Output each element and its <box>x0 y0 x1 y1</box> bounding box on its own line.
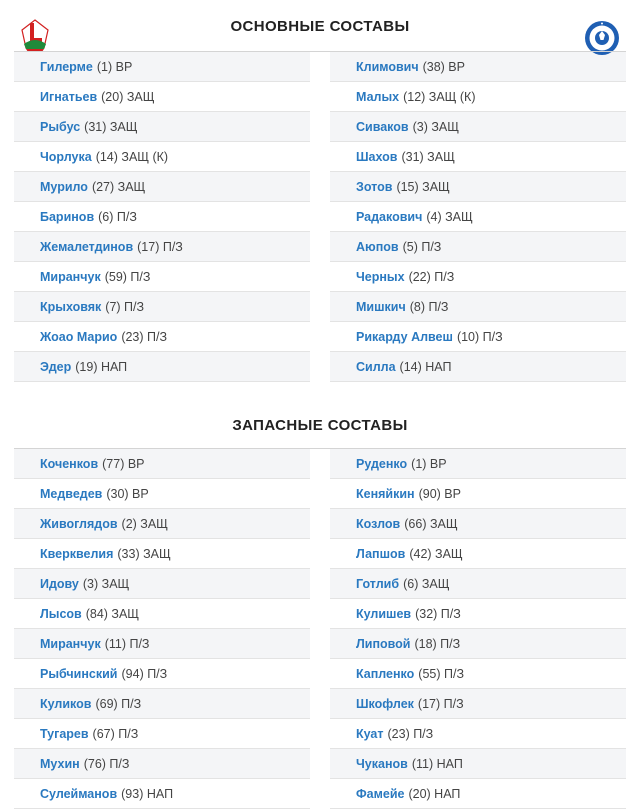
player-number-position: (20) НАП <box>408 786 461 801</box>
player-name-link[interactable]: Чуканов <box>356 756 408 771</box>
player-name-link[interactable]: Шкофлек <box>356 696 414 711</box>
player-number-position: (3) ЗАЩ <box>412 119 459 134</box>
player-row <box>14 172 310 202</box>
player-number-position: (4) ЗАЩ <box>426 209 473 224</box>
player-number-position: (20) ЗАЩ <box>101 89 155 104</box>
player-name-link[interactable]: Кверквелия <box>40 546 114 561</box>
player-row <box>14 202 310 232</box>
player-number-position: (17) П/З <box>417 696 464 711</box>
player-number-position: (23) П/З <box>121 329 168 344</box>
player-row <box>14 262 310 292</box>
player-number-position: (59) П/З <box>104 269 151 284</box>
player-number-position: (90) ВР <box>418 486 461 501</box>
player-row <box>330 629 626 659</box>
header-divider <box>14 51 626 52</box>
player-name-link[interactable]: Аюпов <box>356 239 399 254</box>
player-name-link[interactable]: Крыховяк <box>40 299 102 314</box>
player-row <box>330 509 626 539</box>
lokomotiv-logo-icon <box>18 18 52 54</box>
section-gap <box>0 382 640 402</box>
player-row <box>14 599 310 629</box>
player-number-position: (32) П/З <box>415 606 461 621</box>
substitutes-header <box>0 402 640 449</box>
player-number-position: (3) ЗАЩ <box>82 576 130 591</box>
player-number-position: (38) ВР <box>422 59 465 74</box>
player-row <box>14 779 310 809</box>
player-row <box>14 749 310 779</box>
player-row <box>14 479 310 509</box>
player-name-link[interactable]: Липовой <box>356 636 411 651</box>
player-name-link[interactable]: Игнатьев <box>40 89 98 104</box>
player-name-link[interactable]: Лысов <box>40 606 82 621</box>
player-row <box>330 292 626 322</box>
player-name-link[interactable]: Куликов <box>40 696 92 711</box>
player-row <box>14 659 310 689</box>
player-name-link[interactable]: Радакович <box>356 209 423 224</box>
player-row <box>330 172 626 202</box>
player-number-position: (1) ВР <box>96 59 133 74</box>
player-name-link[interactable]: Идову <box>40 576 79 591</box>
player-number-position: (2) ЗАЩ <box>121 516 168 531</box>
player-name-link[interactable]: Лапшов <box>356 546 406 561</box>
player-number-position: (31) ЗАЩ <box>84 119 138 134</box>
player-name-link[interactable]: Чорлука <box>40 149 92 164</box>
player-number-position: (11) П/З <box>104 636 150 651</box>
player-row <box>330 599 626 629</box>
substitute-lineups <box>0 449 640 809</box>
player-name-link[interactable]: Миранчук <box>40 269 101 284</box>
player-row <box>14 322 310 352</box>
player-row <box>14 352 310 382</box>
player-number-position: (84) ЗАЩ <box>85 606 140 621</box>
player-row <box>330 202 626 232</box>
player-name-link[interactable]: Медведев <box>40 486 103 501</box>
player-row <box>14 449 310 479</box>
player-row <box>330 719 626 749</box>
player-number-position: (12) ЗАЩ (К) <box>403 89 476 104</box>
player-name-link[interactable]: Сулейманов <box>40 786 118 801</box>
player-name-link[interactable]: Готлиб <box>356 576 400 591</box>
player-name-link[interactable]: Гилерме <box>40 59 93 74</box>
player-name-link[interactable]: Куат <box>356 726 384 741</box>
player-row <box>330 322 626 352</box>
player-name-link[interactable]: Зотов <box>356 179 393 194</box>
player-name-link[interactable]: Рикарду Алвеш <box>356 329 453 344</box>
player-number-position: (7) П/З <box>105 299 145 314</box>
player-number-position: (14) НАП <box>399 359 452 374</box>
player-row <box>330 52 626 82</box>
away-subs-list <box>330 449 626 809</box>
player-number-position: (5) П/З <box>402 239 442 254</box>
player-number-position: (11) НАП <box>411 756 463 771</box>
player-name-link[interactable]: Баринов <box>40 209 95 224</box>
player-number-position: (18) П/З <box>414 636 461 651</box>
player-row <box>330 82 626 112</box>
player-name-link[interactable]: Миранчук <box>40 636 101 651</box>
player-row <box>14 689 310 719</box>
player-row <box>330 539 626 569</box>
player-row <box>330 659 626 689</box>
player-row <box>14 509 310 539</box>
player-number-position: (1) ВР <box>411 456 447 471</box>
player-number-position: (6) ЗАЩ <box>403 576 450 591</box>
player-row <box>330 779 626 809</box>
player-name-link[interactable]: Кеняйкин <box>356 486 415 501</box>
player-row <box>14 142 310 172</box>
player-row <box>330 262 626 292</box>
player-name-link[interactable]: Рыбчинский <box>40 666 118 681</box>
player-name-link[interactable]: Черных <box>356 269 405 284</box>
player-row <box>14 112 310 142</box>
player-row <box>330 479 626 509</box>
player-name-link[interactable]: Фамейе <box>356 786 405 801</box>
home-subs-list <box>14 449 310 809</box>
player-name-link[interactable]: Кулишев <box>356 606 412 621</box>
player-number-position: (23) П/З <box>387 726 434 741</box>
player-name-link[interactable]: Жемалетдинов <box>40 239 134 254</box>
player-name-link[interactable]: Коченков <box>40 456 99 471</box>
player-row <box>14 719 310 749</box>
player-number-position: (30) ВР <box>106 486 149 501</box>
player-name-link[interactable]: Живоглядов <box>40 516 118 531</box>
player-number-position: (66) ЗАЩ <box>404 516 458 531</box>
player-number-position: (69) П/З <box>95 696 142 711</box>
player-row <box>330 352 626 382</box>
player-name-link[interactable]: Козлов <box>356 516 401 531</box>
player-row <box>14 82 310 112</box>
player-row <box>14 569 310 599</box>
player-row <box>14 629 310 659</box>
player-number-position: (94) П/З <box>121 666 168 681</box>
player-name-link[interactable]: Силла <box>356 359 396 374</box>
starting-lineups-header <box>0 0 640 52</box>
player-row <box>330 142 626 172</box>
player-name-link[interactable]: Мурило <box>40 179 88 194</box>
player-number-position: (17) П/З <box>137 239 183 254</box>
player-row <box>330 112 626 142</box>
player-number-position: (33) ЗАЩ <box>117 546 171 561</box>
player-row <box>14 539 310 569</box>
player-number-position: (27) ЗАЩ <box>91 179 146 194</box>
player-name-link[interactable]: Эдер <box>40 359 72 374</box>
player-name-link[interactable]: Руденко <box>356 456 408 471</box>
player-name-link[interactable]: Мухин <box>40 756 80 771</box>
header-divider <box>14 448 626 449</box>
player-row <box>330 689 626 719</box>
player-name-link[interactable]: Рыбус <box>40 119 81 134</box>
player-name-link[interactable]: Малых <box>356 89 400 104</box>
player-number-position: (15) ЗАЩ <box>396 179 450 194</box>
player-name-link[interactable]: Капленко <box>356 666 415 681</box>
player-name-link[interactable]: Шахов <box>356 149 398 164</box>
player-number-position: (67) П/З <box>92 726 139 741</box>
home-starting-list <box>14 52 310 382</box>
player-number-position: (93) НАП <box>121 786 174 801</box>
starting-lineups-title: ОСНОВНЫЕ СОСТАВЫ <box>230 17 410 35</box>
player-number-position: (10) П/З <box>456 329 503 344</box>
player-row <box>330 569 626 599</box>
player-number-position: (19) НАП <box>75 359 128 374</box>
player-row <box>330 232 626 262</box>
player-number-position: (8) П/З <box>409 299 449 314</box>
player-name-link[interactable]: Тугарев <box>40 726 89 741</box>
player-number-position: (76) П/З <box>83 756 130 771</box>
player-row <box>14 292 310 322</box>
player-row <box>14 52 310 82</box>
substitutes-title: ЗАПАСНЫЕ СОСТАВЫ <box>232 417 408 434</box>
player-name-link[interactable]: Мишкич <box>356 299 406 314</box>
player-number-position: (42) ЗАЩ <box>409 546 463 561</box>
player-number-position: (31) ЗАЩ <box>401 149 455 164</box>
away-starting-list <box>330 52 626 382</box>
player-name-link[interactable]: Сиваков <box>356 119 409 134</box>
player-number-position: (77) ВР <box>102 456 145 471</box>
starting-lineups <box>0 52 640 382</box>
player-number-position: (55) П/З <box>418 666 465 681</box>
player-number-position: (14) ЗАЩ (К) <box>95 149 169 164</box>
player-row <box>330 449 626 479</box>
player-row <box>330 749 626 779</box>
player-number-position: (6) П/З <box>98 209 137 224</box>
player-row <box>14 232 310 262</box>
player-name-link[interactable]: Климович <box>356 59 419 74</box>
player-number-position: (22) П/З <box>408 269 455 284</box>
player-name-link[interactable]: Жоао Марио <box>40 329 118 344</box>
